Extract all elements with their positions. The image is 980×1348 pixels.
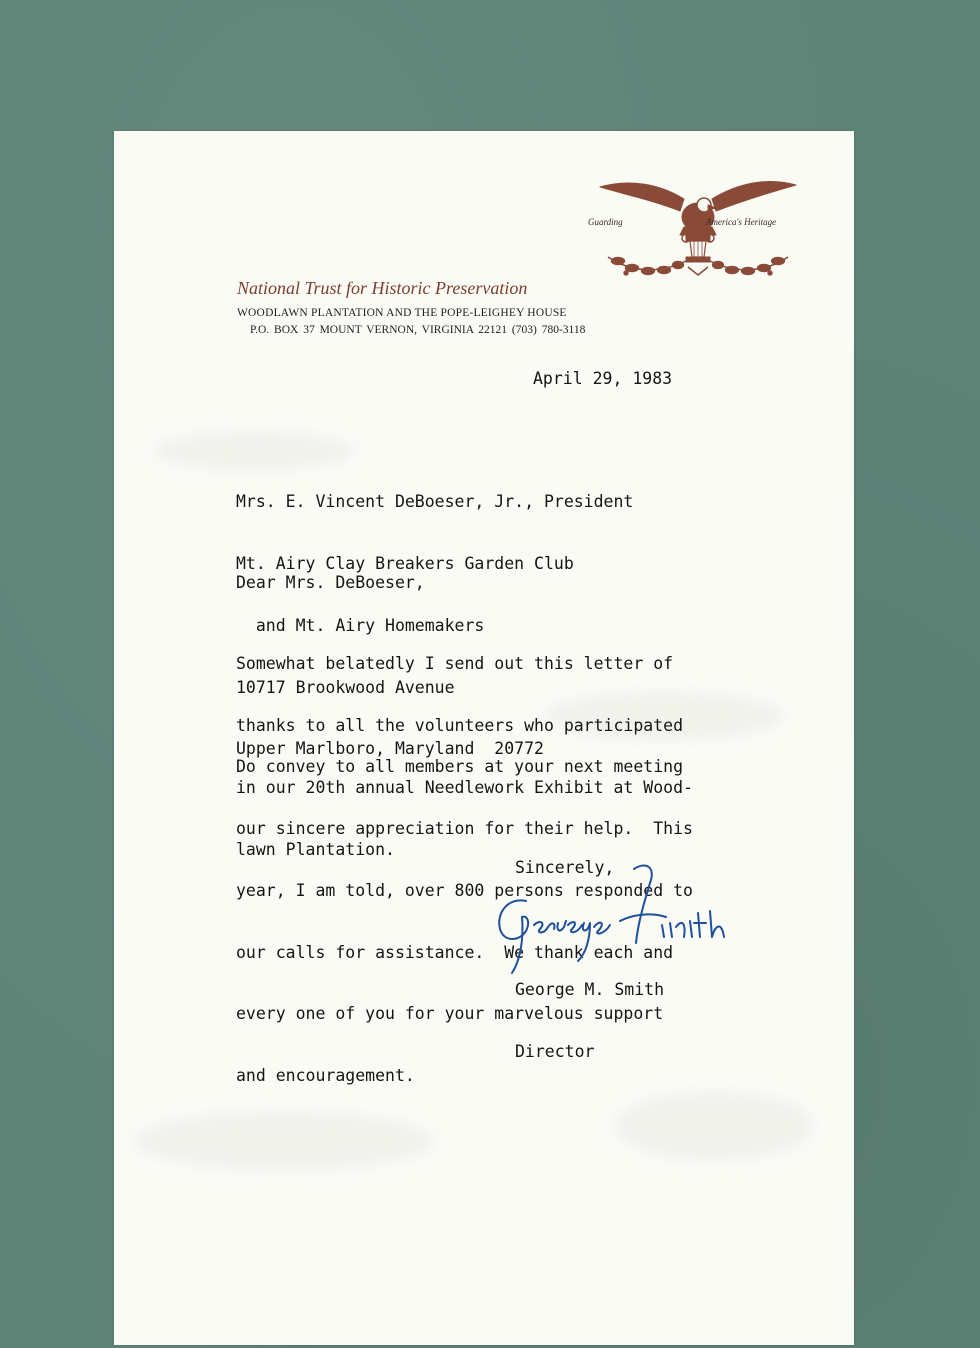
- body-line: our calls for assistance. We thank each and: [236, 942, 674, 962]
- recipient-line: Upper Marlboro, Maryland 20772: [236, 739, 544, 759]
- eagle-emblem-icon: [588, 175, 808, 303]
- organization-name: National Trust for Historic Preservation: [237, 278, 528, 298]
- body-line: in our 20th annual Needlework Exhibit at Wood-: [236, 777, 693, 797]
- body-line: lawn Plantation.: [236, 839, 395, 859]
- signer-block: [515, 939, 664, 1104]
- letter-page: [114, 131, 854, 1345]
- recipient-line: and Mt. Airy Homemakers: [236, 615, 485, 635]
- body-line: our sincere appreciation for their help. This: [236, 818, 693, 838]
- recipient-line: 10717 Brookwood Avenue: [236, 677, 455, 697]
- motto-right: America's Heritage: [706, 217, 777, 227]
- salutation: Dear Mrs. DeBoeser,: [236, 573, 425, 592]
- body-line: every one of you for your marvelous support: [236, 1004, 664, 1024]
- recipient-line: Mrs. E. Vincent DeBoeser, Jr., President: [236, 492, 634, 512]
- signer-name: George M. Smith: [515, 980, 665, 1000]
- property-name: WOODLAWN PLANTATION AND THE POPE-LEIGHEY HOUSE: [237, 307, 567, 319]
- body-line: Somewhat belatedly I send out this letter of: [236, 654, 674, 674]
- letterhead-address: P.O. BOX 37 MOUNT VERNON, VIRGINIA 22121 (703) 780-3118: [250, 324, 586, 336]
- signer-title: Director: [515, 1041, 595, 1061]
- body-line: and encouragement.: [236, 1066, 415, 1086]
- letter-date: April 29, 1983: [533, 369, 673, 388]
- body-line: year, I am told, over 800 persons responded to: [236, 880, 693, 900]
- body-line: Do convey to all members at your next meeting: [236, 757, 684, 777]
- recipient-line: Mt. Airy Clay Breakers Garden Club: [236, 553, 574, 573]
- closing: Sincerely,: [515, 858, 615, 877]
- body-line: thanks to all the volunteers who participated: [236, 715, 684, 735]
- motto-left: Guarding: [588, 217, 623, 227]
